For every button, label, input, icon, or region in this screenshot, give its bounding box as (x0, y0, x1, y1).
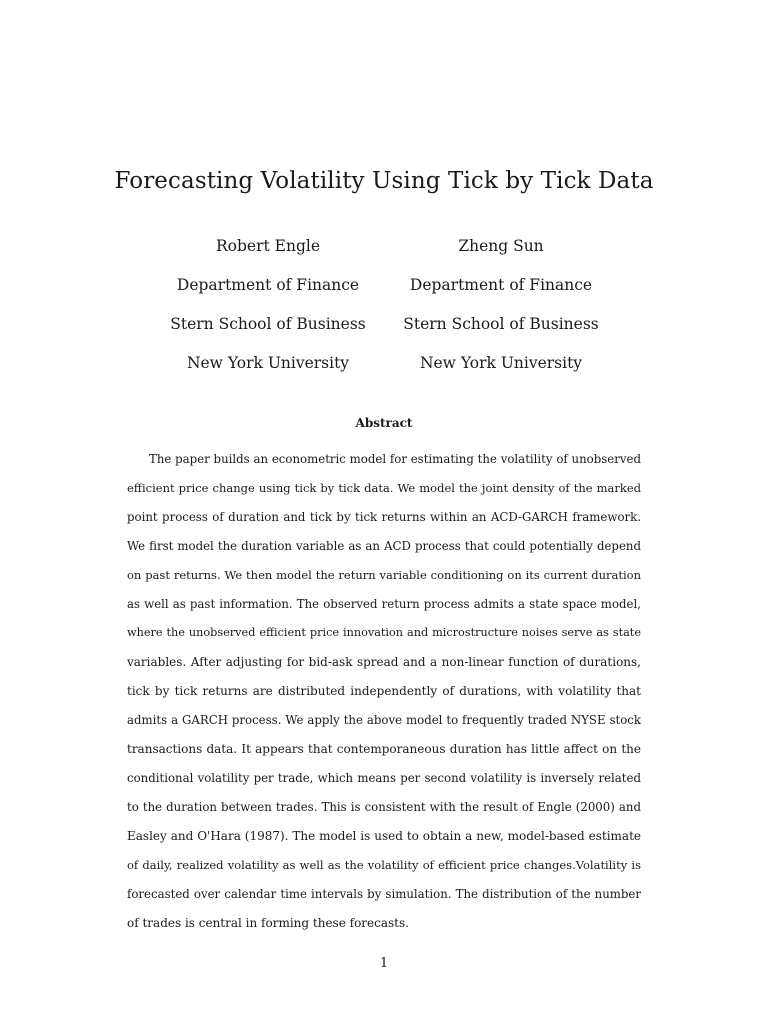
abstract-line: of daily, realized volatility as well as the volatility of efficient price changes.Volatility is (127, 858, 641, 872)
abstract-line: to the duration between trades. This is consistent with the result of Engle (2000) and (127, 800, 641, 814)
abstract-line: transactions data. It appears that contemporaneous duration has little affect on the (127, 742, 641, 756)
author-name: Robert Engle (215, 237, 320, 255)
author-name: Zheng Sun (458, 237, 544, 255)
abstract-line: of trades is central in forming these forecasts. (127, 916, 409, 930)
paper-title: Forecasting Volatility Using Tick by Tick Data (114, 168, 654, 194)
abstract-line: forecasted over calendar time intervals by simulation. The distribution of the number (127, 887, 641, 901)
page-number: 1 (379, 956, 389, 971)
author-department: Department of Finance (176, 276, 360, 294)
author-university: New York University (186, 354, 350, 372)
abstract-line: We first model the duration variable as an ACD process that could potentially depend (127, 539, 641, 553)
author-2 (376, 236, 626, 392)
author-department: Department of Finance (409, 276, 593, 294)
abstract-line: as well as past information. The observed return process admits a state space model, (127, 597, 641, 611)
abstract-body (127, 450, 641, 943)
abstract-line: Easley and O'Hara (1987). The model is used to obtain a new, model-based estimate (127, 829, 641, 843)
author-1 (143, 236, 393, 392)
abstract-line: variables. After adjusting for bid-ask spread and a non-linear function of durations, (127, 655, 641, 669)
abstract-line: tick by tick returns are distributed independently of durations, with volatility that (127, 684, 641, 698)
abstract-line: The paper builds an econometric model for estimating the volatility of unobserved (149, 452, 641, 466)
abstract-line: on past returns. We then model the return variable conditioning on its current duration (127, 568, 641, 582)
abstract-line: admits a GARCH process. We apply the above model to frequently traded NYSE stock (127, 713, 641, 727)
abstract-line: efficient price change using tick by tick data. We model the joint density of the marked (127, 481, 641, 495)
author-school: Stern School of Business (170, 315, 366, 333)
abstract-line: point process of duration and tick by tick returns within an ACD-GARCH framework. (127, 510, 641, 524)
abstract-line: where the unobserved efficient price innovation and microstructure noises serve as state (127, 626, 641, 639)
abstract-line: conditional volatility per trade, which means per second volatility is inversely related (127, 771, 641, 785)
abstract-heading: Abstract (355, 416, 413, 430)
author-university: New York University (419, 354, 583, 372)
author-school: Stern School of Business (403, 315, 599, 333)
